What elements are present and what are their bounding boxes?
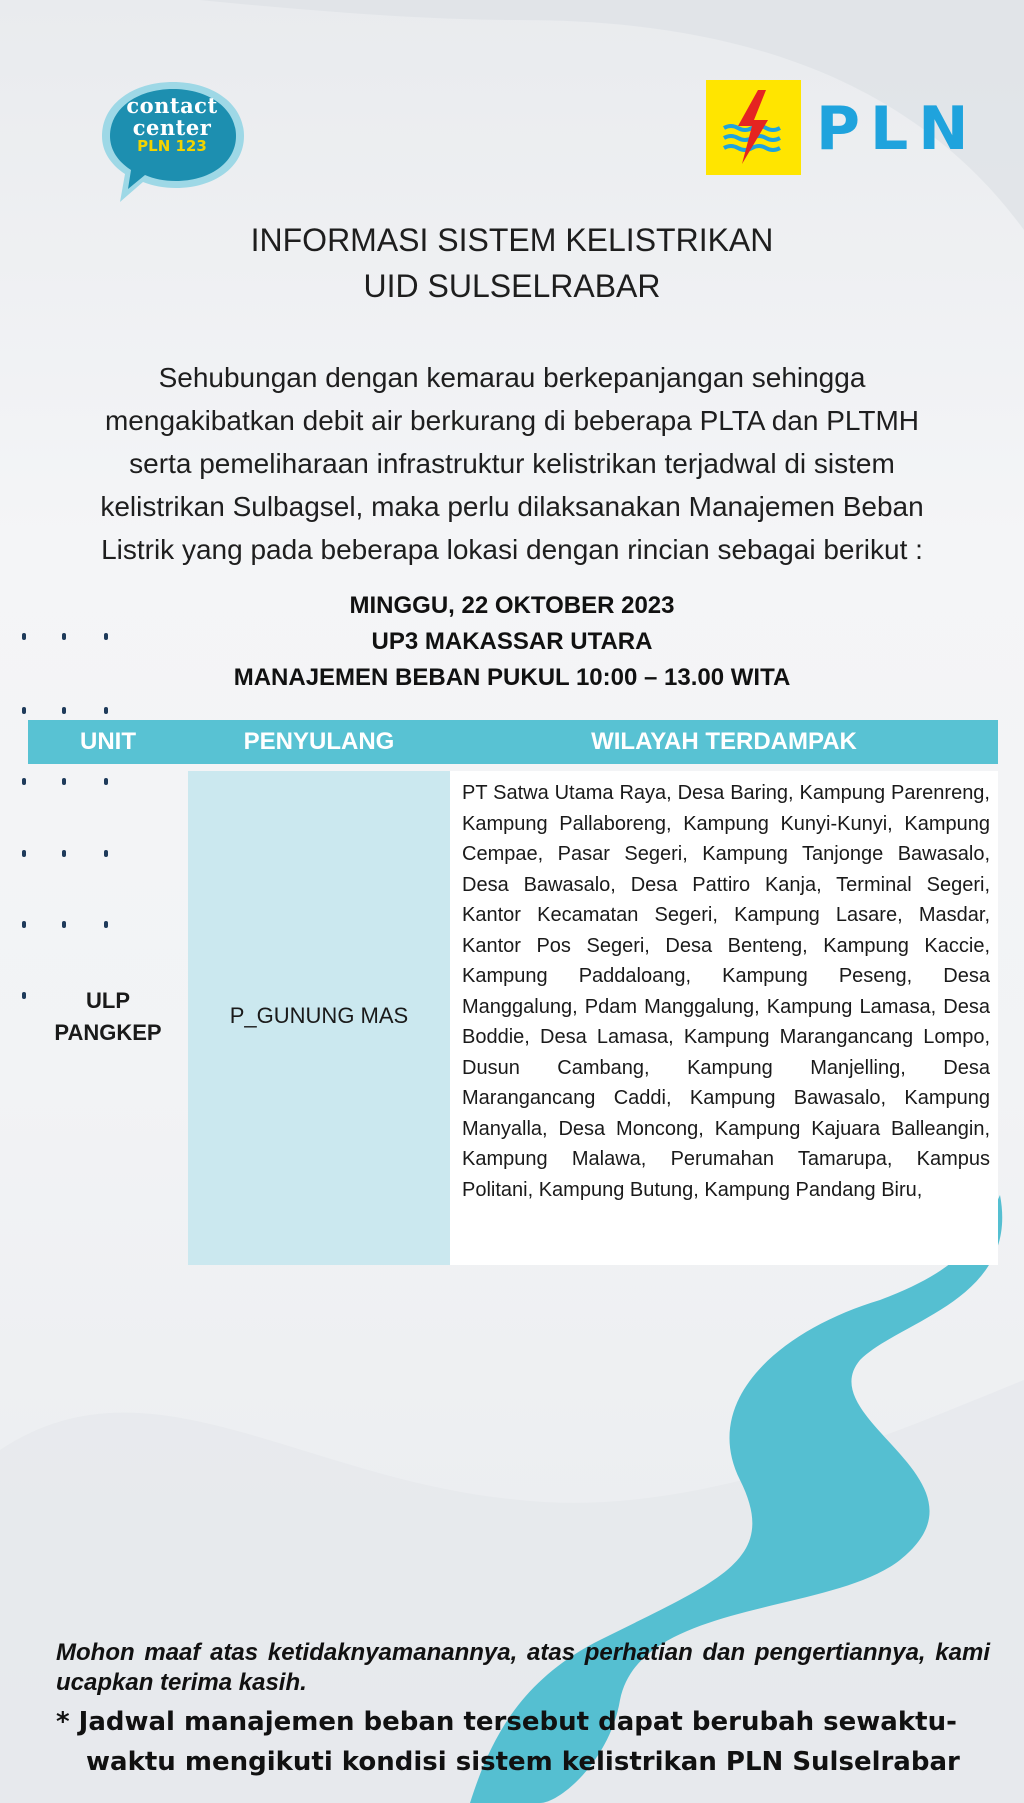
schedule-date: MINGGU, 22 OKTOBER 2023 — [349, 592, 675, 619]
intro-line: Listrik yang pada beberapa lokasi dengan rincian sebagai berikut : — [101, 534, 923, 565]
schedule-time: MANAJEMEN BEBAN PUKUL 10:00 – 13.00 WITA — [233, 664, 791, 691]
schedule-change-note — [56, 1702, 990, 1782]
logo-text-pln123: PLN 123 — [137, 137, 207, 155]
intro-line: serta pemeliharaan infrastruktur kelistrikan terjadwal di sistem — [129, 448, 895, 479]
intro-line: kelistrikan Sulbagsel, maka perlu dilaksanakan Manajemen Beban — [100, 491, 924, 522]
table-row-areas: PT Satwa Utama Raya, Desa Baring, Kampung Parenreng, Kampung Pallaboreng, Kampung Kunyi-Kunyi, Kampung Cempae, Pasar Segeri, Kampung Tanjonge Bawasalo, Desa Bawasalo, Desa Pattiro Kanja, Terminal Segeri, Kantor Kecamatan Segeri, Kampung Lasare, Masdar, Kantor Pos Segeri, Desa Benteng, Kampung Kaccie, Kampung Paddaloang, Kampung Peseng, Desa Manggalung, Pdam Manggalung, Kampung Lamasa, Desa Boddie, Desa Lamasa, Kampung Marangancang Lompo, Dusun Cambang, Kampung Manjelling, Desa Marangancang Caddi, Kampung Bawasalo, Kampung Manyalla, Desa Moncong, Kampung Kajuara Balleangin, Kampung Malawa, Perumahan Tamarupa, Kampus Politani, Kampung Butung, Kampung Pandang Biru, — [462, 782, 990, 1201]
schedule-office: UP3 MAKASSAR UTARA — [371, 628, 653, 655]
unit-line2: PANGKEP — [54, 1020, 162, 1045]
table-row-feeder: P_GUNUNG MAS — [229, 1003, 409, 1028]
column-header-unit: UNIT — [80, 728, 136, 755]
page-title-line2: UID SULSELRABAR — [363, 268, 661, 304]
note-line2: waktu mengikuti kondisi sistem kelistrikan PLN Sulselrabar — [86, 1747, 960, 1777]
note-line1: * Jadwal manajemen beban tersebut dapat berubah sewaktu- — [56, 1707, 957, 1737]
table-header — [28, 720, 998, 764]
pln-wordmark: PLN — [816, 94, 979, 164]
column-header-area: WILAYAH TERDAMPAK — [591, 728, 857, 755]
intro-paragraph — [50, 356, 974, 571]
pln-lightning-logo — [706, 80, 801, 175]
table-row-unit — [28, 985, 188, 1049]
page-title-line1: INFORMASI SISTEM KELISTRIKAN — [250, 222, 774, 258]
logo-text-contact: contact — [126, 93, 218, 118]
intro-line: Sehubungan dengan kemarau berkepanjangan sehingga — [158, 362, 866, 393]
apology-text: Mohon maaf atas ketidaknyamanannya, atas perhatian dan pengertiannya, kami ucapkan terima kasih. — [56, 1639, 990, 1696]
logo-text-center: center — [132, 115, 212, 140]
contact-center-logo-text — [106, 95, 238, 154]
unit-line1: ULP — [86, 988, 130, 1013]
intro-line: mengakibatkan debit air berkurang di beberapa PLTA dan PLTMH — [104, 405, 920, 436]
column-header-feeder: PENYULANG — [243, 728, 395, 755]
